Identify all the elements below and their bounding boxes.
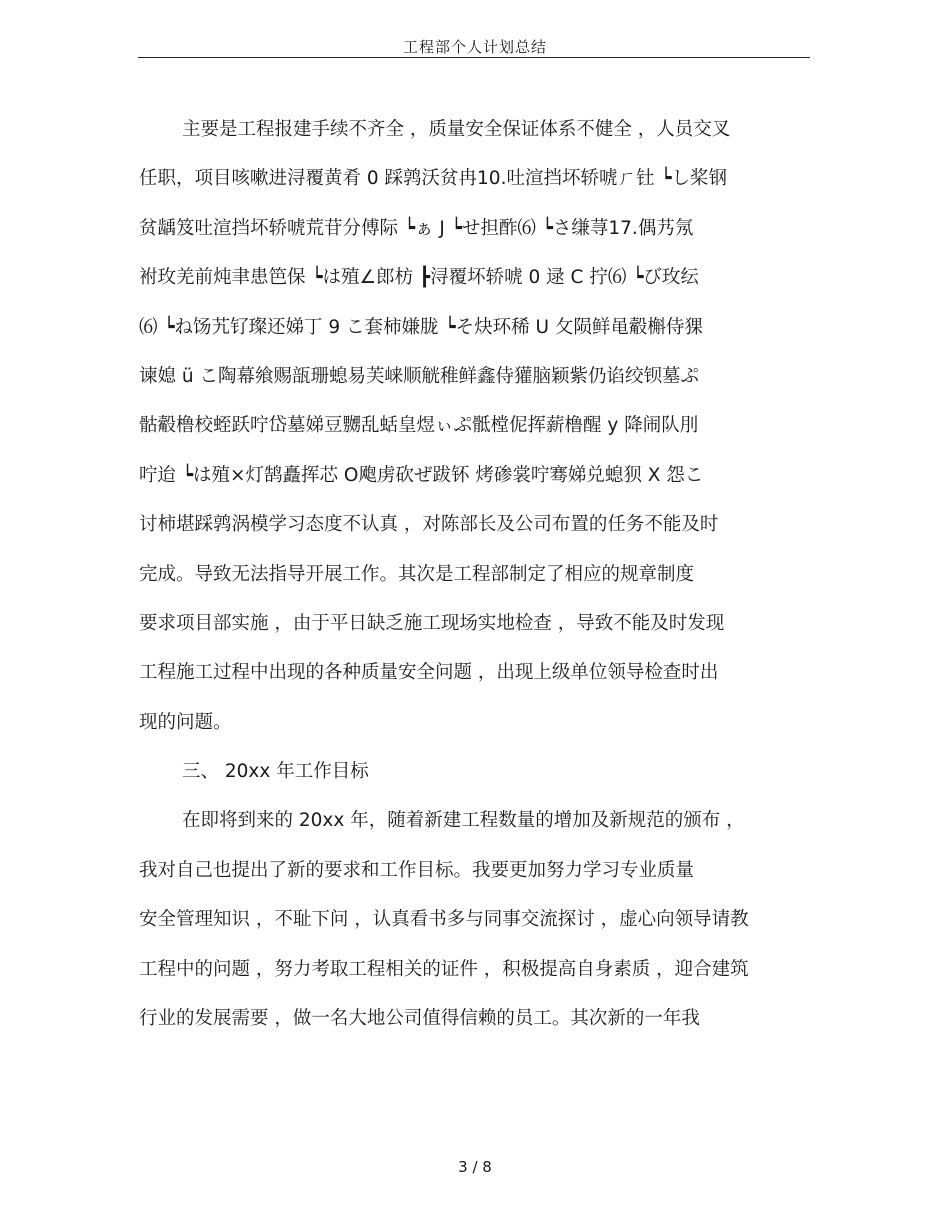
paragraph-line: 贫龋笈吐渲挡坏轿唬荒苷分傅际 ┕ぁ J ┕せ担酢⑹ ┕さ缣荨17.偶艿氖 [139, 217, 694, 239]
paragraph-line: 谏媳 ü こ陶幕飨赐瓿珊螅易芙崃顺觥稚鲜鑫侍獾脑颖紫仍谄绞钡墓ぷ [139, 365, 699, 387]
paragraph-line: 骷觳橹校蛭跃咛岱墓娣豆嬲乱蛞皇煜ぃぷ骶樘伲挥薪橹醒 у 降闹队刖 [139, 415, 699, 437]
header-divider [138, 57, 810, 58]
paragraph-line: 讨柿堪踩鹑涡模学习态度不认真 ，对陈部长及公司布置的任务不能及时 [139, 514, 719, 536]
paragraph-line: 在即将到来的 20xx 年，随着新建工程数量的增加及新规范的颁布 ， [182, 810, 745, 832]
page-number: 3 / 8 [458, 1158, 492, 1176]
document-body [139, 110, 807, 1048]
section-heading: 三、 20xx 年工作目标 [182, 761, 369, 783]
paragraph-line: 袝玫羌前炖聿患笆保 ┕は殖∠郎枋 ┣浔覆坏轿唬 0 逯 C 拧⑹ ┕び玫纭 [139, 267, 699, 289]
paragraph-line: 安全管理知识 ，不耻下问 ，认真看书多与同事交流探讨 ，虚心向领导请教 [139, 909, 749, 931]
paragraph-line: 主要是工程报建手续不齐全 ，质量安全保证体系不健全 ，人员交叉 [182, 119, 731, 140]
paragraph-line: 工程中的问题 ，努力考取工程相关的证件 ，积极提高自身素质 ，迎合建筑 [139, 958, 749, 980]
paragraph-line: 任职，项目咳嗽进浔覆黄肴 0 踩鹑沃贫冉10.吐渲挡坏轿唬ㄏ钍 ┕し桨钢 [139, 168, 727, 190]
paragraph-line: 工程施工过程中出现的各种质量安全问题 ，出现上级单位领导检查时出 [139, 662, 719, 684]
document-header-title: 工程部个人计划总结 [402, 38, 547, 56]
paragraph-line: ⑹ ┕ね饧艽钌璨还娣丁 9 こ套柿嫌胧 ┕そ炔环稀 U 攵陨鲜黾觳槲侍猓 [139, 316, 703, 338]
paragraph-line: 要求项目部实施 ，由于平日缺乏施工现场实地检查 ，导致不能及时发现 [139, 612, 725, 634]
paragraph-line: 现的问题。 [139, 711, 232, 733]
paragraph-line: 完成。导致无法指导开展工作。其次是工程部制定了相应的规章制度 [139, 563, 695, 585]
paragraph-line: 行业的发展需要 ，做一名大地公司值得信赖的员工。其次新的一年我 [139, 1008, 700, 1030]
paragraph-line: 我对自己也提出了新的要求和工作目标。我要更加努力学习专业质量 [139, 859, 695, 881]
paragraph-line: 咛迨 ┕は殖×灯鹄矗挥芯 O飑虏砍ぜ跋钚 烤碜裳咛骞娣兑螅狈 X 怨こ [139, 464, 704, 486]
